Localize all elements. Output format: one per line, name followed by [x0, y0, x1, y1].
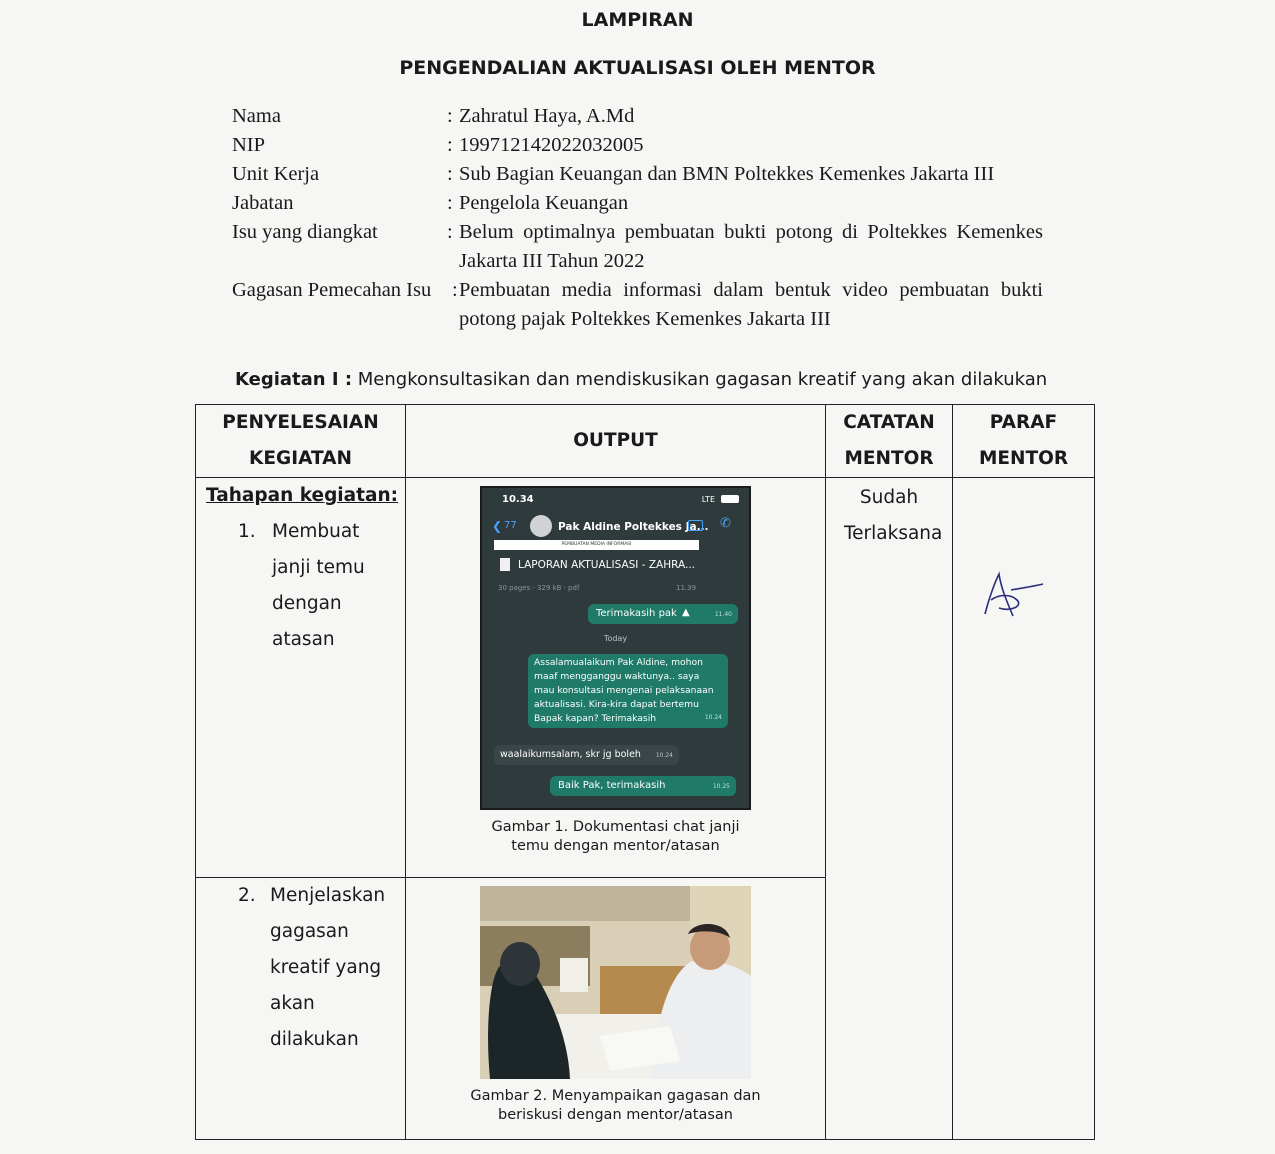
doc-preview: PEMBUATAN MEDIA INFORMASI: [494, 540, 699, 550]
video-call-icon: [688, 520, 703, 531]
info-label: Jabatan: [232, 192, 294, 214]
header-penyelesaian: PENYELESAIAN KEGIATAN: [196, 405, 406, 478]
info-label: Unit Kerja: [232, 163, 320, 185]
avatar: [530, 515, 552, 537]
header-output: OUTPUT: [406, 405, 826, 478]
mentor-note-cell: [826, 478, 953, 1140]
info-label: Isu yang diangkat: [232, 221, 378, 243]
meeting-photo: [480, 886, 751, 1079]
info-label: NIP: [232, 134, 266, 156]
step-item-2: [196, 878, 405, 1058]
stages-label: Tahapan kegiatan:: [206, 485, 399, 506]
chat-bubble-received: waalaikumsalam, skr jg boleh 10.24: [494, 745, 679, 765]
header-paraf: PARAF MENTOR: [953, 405, 1095, 478]
info-row-jabatan: Jabatan : Pengelola Keuangan: [232, 189, 1043, 218]
doc-time: 11.39: [676, 584, 697, 592]
figure-caption-1: Gambar 1. Dokumentasi chat janji temu dengan mentor/atasan: [491, 819, 740, 854]
chat-status-network: LTE: [701, 495, 715, 504]
step-cell-2: [196, 878, 406, 1140]
chat-status-time: 10.34: [502, 494, 534, 505]
step-number: 2.: [238, 885, 256, 906]
activity-label: Kegiatan I :: [235, 369, 353, 390]
step-cell-1: [196, 478, 406, 878]
doc-name: LAPORAN AKTUALISASI - ZAHRA...: [518, 559, 696, 571]
date-divider: Today: [603, 634, 628, 643]
step-text: Menjelaskan gagasan kreatif yang akan dilakukan: [270, 885, 386, 1050]
msg-time: 11.40: [714, 611, 732, 618]
info-value: 199712142022032005: [459, 134, 644, 156]
page-title: LAMPIRAN: [581, 9, 694, 31]
figure-caption-2: Gambar 2. Menyampaikan gagasan dan beriskusi dengan mentor/atasan: [470, 1088, 761, 1123]
chat-bubble-sent: Assalamualaikum Pak Aldine, mohon maaf mengganggu waktunya.. saya mau konsultasi mengenai pelaksanaan aktualisasi. Kira-kira dapat bertemu Bapak kapan? Terimakasih 10.24: [528, 654, 728, 728]
info-row-gagasan: Gagasan Pemecahan Isu : Pembuatan media informasi dalam bentuk video pembuatan bukti potong pajak Poltekkes Kemenkes Jakarta III: [232, 276, 1043, 334]
mentor-signature: [953, 478, 1095, 638]
mentor-paraf-cell: [953, 478, 1095, 1140]
info-value: Sub Bagian Keuangan dan BMN Poltekkes Kemenkes Jakarta III: [459, 163, 995, 185]
back-arrow-icon: ❮: [492, 519, 503, 533]
info-row-isu: Isu yang diangkat : Belum optimalnya pembuatan bukti potong di Poltekkes Kemenkes Jakarta III Tahun 2022: [232, 218, 1043, 276]
doc-meta: 30 pages · 329 kB · pdf: [498, 584, 580, 592]
info-row-nama: Nama : Zahratul Haya, A.Md: [232, 102, 1043, 131]
identity-block: [232, 102, 1043, 334]
step-text: Membuat janji temu dengan atasan: [272, 521, 365, 650]
step-number: 1.: [238, 521, 256, 542]
msg-time: 10.24: [704, 714, 722, 721]
chat-contact-name: Pak Aldine Poltekkes Ja...: [558, 521, 709, 533]
output-cell-1: [406, 478, 826, 878]
msg-time: 10.25: [712, 783, 730, 790]
info-value: Zahratul Haya, A.Md: [459, 105, 635, 127]
praying-hands-icon: ▲: [682, 607, 690, 618]
step-item-1: [196, 514, 405, 658]
info-label: Gagasan Pemecahan Isu: [232, 279, 432, 301]
info-row-nip: NIP : 199712142022032005: [232, 131, 1043, 160]
page-subtitle: PENGENDALIAN AKTUALISASI OLEH MENTOR: [399, 57, 876, 79]
header-catatan: CATATAN MENTOR: [826, 405, 953, 478]
info-value: Pembuatan media informasi dalam bentuk video pembuatan bukti potong pajak Poltekkes Kemenkes Jakarta III: [459, 279, 1043, 330]
chat-bubble-sent: Baik Pak, terimakasih 10.25: [550, 776, 736, 796]
activity-table: [195, 404, 1095, 1140]
info-value: Belum optimalnya pembuatan bukti potong di Poltekkes Kemenkes Jakarta III Tahun 2022: [459, 221, 1043, 272]
activity-text: Mengkonsultasikan dan mendiskusikan gagasan kreatif yang akan dilakukan: [357, 369, 1048, 390]
info-value: Pengelola Keuangan: [459, 192, 629, 214]
back-count: 77: [504, 520, 517, 531]
phone-icon: ✆: [720, 516, 731, 531]
mentor-note: Sudah Terlaksana: [844, 487, 943, 544]
info-row-unit: Unit Kerja : Sub Bagian Keuangan dan BMN Poltekkes Kemenkes Jakarta III: [232, 160, 1043, 189]
activity-heading: [235, 369, 1047, 390]
msg-time: 10.24: [655, 752, 673, 759]
pdf-icon: [500, 558, 510, 571]
chat-screenshot: [480, 486, 751, 810]
battery-icon: [721, 495, 739, 503]
info-label: Nama: [232, 105, 281, 127]
output-cell-2: [406, 878, 826, 1140]
chat-bubble-sent: Terimakasih pak ▲ 11.40: [588, 604, 738, 624]
